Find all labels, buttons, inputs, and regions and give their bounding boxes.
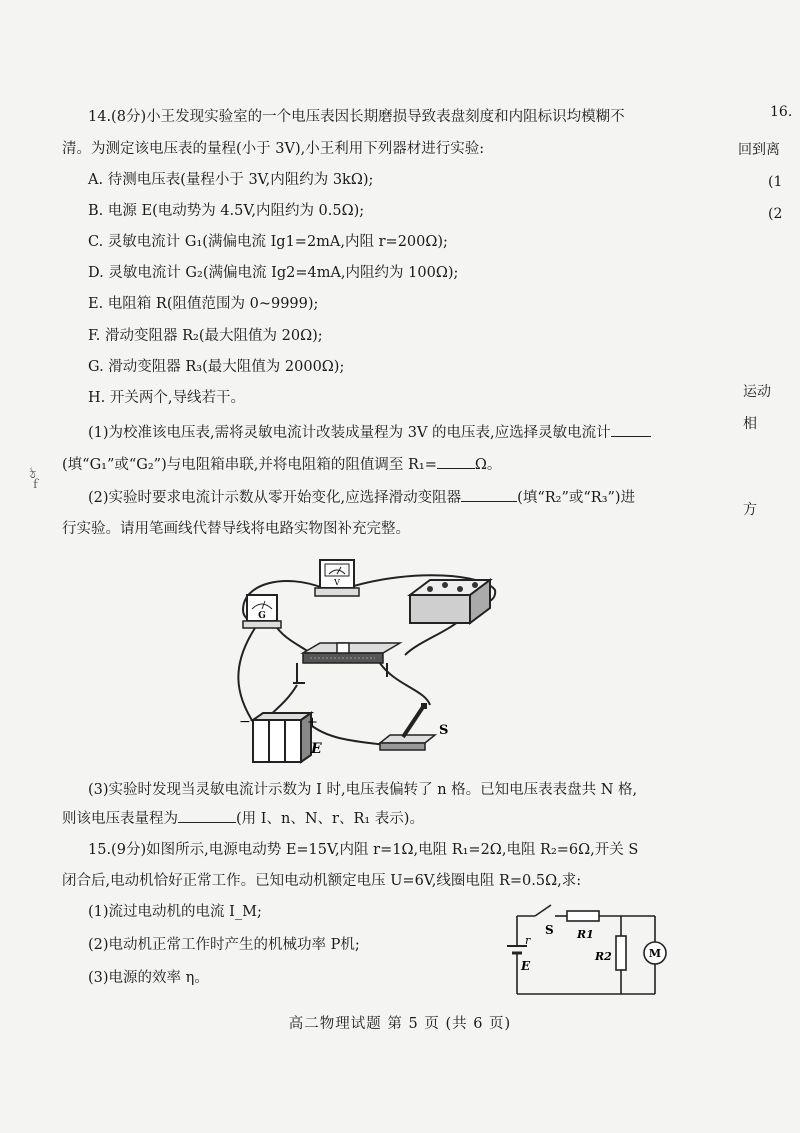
- option-d: D. 灵敏电流计 G₂(满偏电流 Ig2=4mA,内阻约为 100Ω);: [88, 265, 459, 281]
- q15-motor-label: M: [648, 947, 662, 960]
- circuit-illustration: [225, 555, 500, 770]
- part2-text-b: (填“R₂”或“R₃”)进: [517, 490, 636, 506]
- knife-switch: [380, 703, 448, 750]
- answer-blank-range[interactable]: [178, 808, 236, 823]
- galvanometer-label: G: [258, 611, 266, 621]
- sliding-rheostat: [293, 643, 400, 683]
- q14-part2-line2: 行实验。请用笔画线代替导线将电路实物图补充完整。: [62, 521, 410, 537]
- margin-text-1: 16.: [770, 104, 793, 120]
- part1-text-b: (填“G₁”或“G₂”)与电阻箱串联,并将电阻箱的阻值调至 R₁=: [62, 457, 437, 473]
- answer-blank-r1[interactable]: [437, 454, 475, 469]
- voltmeter-label: V: [334, 578, 340, 587]
- answer-blank-galvanometer[interactable]: [611, 422, 651, 437]
- voltmeter: [315, 560, 359, 596]
- margin-text-5: 运动: [743, 384, 771, 400]
- q15-internal-resistance-label: r: [525, 934, 531, 947]
- q15-r2-label: R2: [595, 950, 612, 963]
- q14-part3-line1: (3)实验时发现当灵敏电流计示数为 I 时,电压表偏转了 n 格。已知电压表表盘共 N 格,: [88, 782, 638, 798]
- option-e: E. 电阻箱 R(阻值范围为 0~9999);: [88, 296, 319, 312]
- q15-r1-label: R1: [577, 928, 594, 941]
- option-f: F. 滑动变阻器 R₂(最大阻值为 20Ω);: [88, 328, 323, 344]
- switch-label: S: [439, 723, 449, 738]
- margin-text-6: 相: [743, 416, 757, 432]
- battery-minus-label: −: [239, 714, 251, 730]
- q15-switch-label: S: [545, 923, 554, 937]
- q14-line2: 清。为测定该电压表的量程(小于 3V),小王利用下列器材进行实验:: [62, 141, 485, 157]
- q15-item2: (2)电动机正常工作时产生的机械功率 P机;: [88, 937, 360, 953]
- margin-text-2: 回到离: [738, 142, 780, 158]
- option-g: G. 滑动变阻器 R₃(最大阻值为 2000Ω);: [88, 359, 345, 375]
- q15-emf-label: E: [521, 959, 531, 973]
- resistance-box: [410, 580, 490, 623]
- option-a: A. 待测电压表(量程小于 3V,内阻约为 3kΩ);: [88, 172, 374, 188]
- q14-line1: 14.(8分)小王发现实验室的一个电压表因长期磨损导致表盘刻度和内阻标识均模糊不: [88, 109, 625, 125]
- margin-scribble: ঠ ｆ: [30, 468, 41, 491]
- q15-item1: (1)流过电动机的电流 I_M;: [88, 904, 262, 920]
- wire-g-to-battery: [238, 625, 257, 725]
- margin-text-7: 方: [743, 502, 757, 518]
- q15-item3: (3)电源的效率 η。: [88, 970, 209, 986]
- part3-text-b: (用 I、n、N、r、R₁ 表示)。: [236, 811, 424, 827]
- q15-line2: 闭合后,电动机恰好正常工作。已知电动机额定电压 U=6V,线圈电阻 R=0.5Ω,求:: [62, 873, 582, 889]
- part1-text-a: (1)为校准该电压表,需将灵敏电流计改装成量程为 3V 的电压表,应选择灵敏电流计: [88, 425, 611, 441]
- q14-part1-line2: [62, 454, 501, 475]
- battery-plus-label: +: [307, 715, 318, 730]
- option-c: C. 灵敏电流计 G₁(满偏电流 Ig1=2mA,内阻 r=200Ω);: [88, 234, 448, 250]
- page-footer: 高二物理试题 第 5 页 (共 6 页): [288, 1016, 512, 1032]
- q15-line1: 15.(9分)如图所示,电源电动势 E=15V,内阻 r=1Ω,电阻 R₁=2Ω,电阻 R₂=6Ω,开关 S: [88, 842, 639, 858]
- battery-label: E: [311, 741, 322, 757]
- battery-pack: [239, 713, 322, 762]
- part3-text-a: 则该电压表量程为: [62, 811, 178, 827]
- option-b: B. 电源 E(电动势为 4.5V,内阻约为 0.5Ω);: [88, 203, 365, 219]
- option-h: H. 开关两个,导线若干。: [88, 390, 245, 406]
- answer-blank-rheostat[interactable]: [461, 487, 517, 502]
- q14-part1-line1: [88, 422, 651, 443]
- part2-text-a: (2)实验时要求电流计示数从零开始变化,应选择滑动变阻器: [88, 490, 462, 506]
- q14-part2-line1: [88, 487, 635, 508]
- margin-text-4: (2: [768, 206, 783, 222]
- q15-circuit-diagram: [495, 898, 675, 1002]
- part1-text-c: Ω。: [474, 457, 502, 473]
- galvanometer: [243, 595, 281, 628]
- margin-text-3: (1: [768, 174, 783, 190]
- q14-part3-line2: [62, 808, 424, 829]
